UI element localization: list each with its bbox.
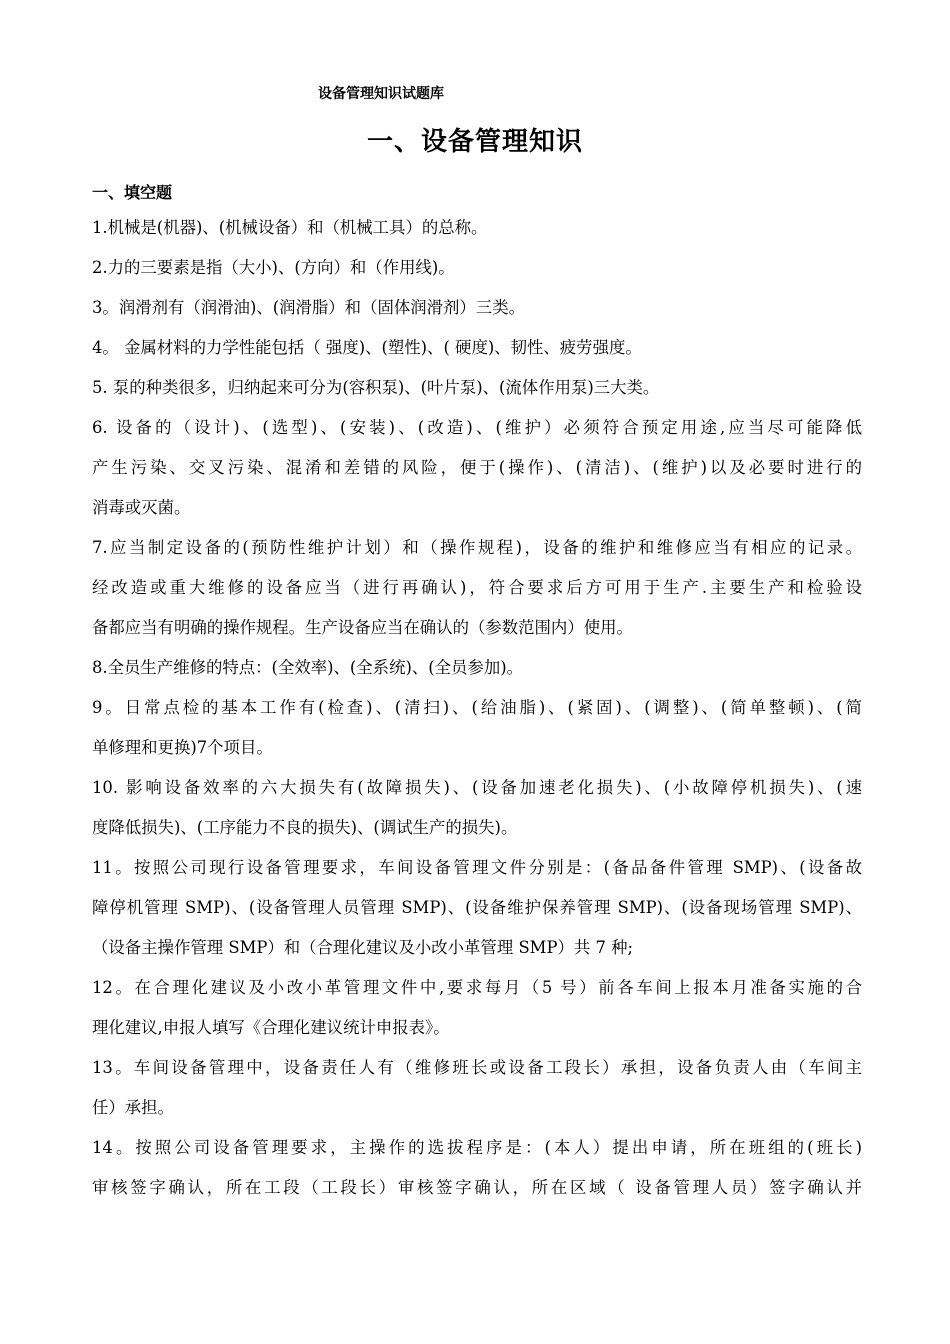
text-line: 8.全员生产维修的特点：(全效率)、(全系统)、(全员参加)。 — [92, 658, 523, 677]
text-line: 14。按照公司设备管理要求，主操作的选拔程序是：(本人）提出申请，所在班组的(班长) — [92, 1138, 862, 1157]
text-line: 7.应当制定设备的(预防性维护计划）和（操作规程)，设备的维护和维修应当有相应的记录。 — [92, 538, 862, 557]
text-line: 9。日常点检的基本工作有(检查)、(清扫)、(给油脂)、(紧固)、(调整)、(简单整顿)、(简 — [92, 698, 862, 717]
text-line: 11。按照公司现行设备管理要求，车间设备管理文件分别是：(备品备件管理 SMP)、(设备故 — [92, 858, 862, 877]
text-line: 备都应当有明确的操作规程。生产设备应当在确认的（参数范围内）使用。 — [92, 618, 633, 637]
text-line: 1.机械是(机器)、(机械设备）和（机械工具）的总称。 — [92, 218, 488, 237]
text-line: 3。润滑剂有（润滑油)、(润滑脂）和（固体润滑剂）三类。 — [92, 298, 525, 317]
text-line: 2.力的三要素是指（大小)、(方向）和（作用线)。 — [92, 258, 455, 277]
page-title: 一、设备管理知识 — [366, 127, 583, 157]
text-line: 度降低损失)、(工序能力不良的损失)、(调试生产的损失)。 — [92, 818, 518, 837]
text-line: （设备主操作管理 SMP）和（合理化建议及小改小革管理 SMP）共 7 种; — [92, 938, 634, 957]
text-line: 单修理和更换)7个项目。 — [92, 738, 273, 757]
document-header: 设备管理知识试题库 — [318, 86, 444, 102]
text-line: 10. 影响设备效率的六大损失有(故障损失)、(设备加速老化损失)、(小故障停机损失)、(速 — [92, 778, 862, 797]
text-line: 13。车间设备管理中，设备责任人有（维修班长或设备工段长）承担，设备负责人由（车间主 — [92, 1058, 862, 1077]
text-line: 经改造或重大维修的设备应当（进行再确认)，符合要求后方可用于生产.主要生产和检验设 — [92, 578, 862, 597]
text-line: 12。在合理化建议及小改小革管理文件中,要求每月（5 号）前各车间上报本月准备实施的合 — [92, 978, 862, 997]
text-line: 障停机管理 SMP)、(设备管理人员管理 SMP)、(设备维护保养管理 SMP)、(设备现场管理 SMP)、 — [92, 898, 862, 917]
section-heading: 一、填空题 — [92, 183, 173, 202]
question-list — [92, 208, 862, 1208]
text-line: 产生污染、交叉污染、混淆和差错的风险，便于(操作)、(清洁)、(维护)以及必要时进行的 — [92, 458, 862, 477]
text-line: 6. 设备的（设计)、(选型)、(安装)、(改造)、(维护）必须符合预定用途,应当尽可能降低 — [92, 418, 862, 437]
text-line: 5. 泵的种类很多，归纳起来可分为(容积泵)、(叶片泵)、(流体作用泵)三大类。 — [92, 378, 660, 397]
text-line: 任）承担。 — [92, 1098, 174, 1117]
text-line: 消毒或灭菌。 — [92, 498, 191, 517]
text-line: 理化建议,申报人填写《合理化建议统计申报表》。 — [92, 1018, 450, 1037]
text-line: 4。 金属材料的力学性能包括（ 强度)、(塑性)、( 硬度)、韧性、疲劳强度。 — [92, 338, 642, 357]
text-line: 审核签字确认，所在工段（工段长）审核签字确认，所在区域（ 设备管理人员）签字确认并 — [92, 1178, 862, 1197]
